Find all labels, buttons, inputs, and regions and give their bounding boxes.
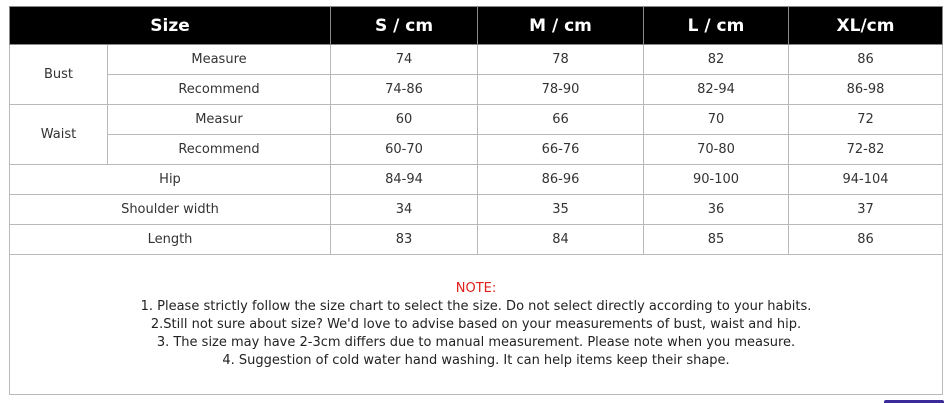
table-cell: 90-100 — [644, 165, 789, 195]
table-cell: 37 — [789, 195, 943, 225]
row-label: Measure — [108, 45, 331, 75]
note-line: 4. Suggestion of cold water hand washing. It can help items keep their shape. — [222, 353, 730, 368]
table-cell: 70 — [644, 105, 789, 135]
table-cell: 66 — [478, 105, 644, 135]
table-cell: 34 — [331, 195, 478, 225]
header-s: S / cm — [331, 7, 478, 45]
table-cell: 86 — [789, 45, 943, 75]
table-cell: 66-76 — [478, 135, 644, 165]
row-label: Length — [10, 225, 331, 255]
table-row — [10, 75, 943, 105]
row-label: Hip — [10, 165, 331, 195]
table-cell: 60-70 — [331, 135, 478, 165]
table-cell: 72-82 — [789, 135, 943, 165]
table-row — [10, 195, 943, 225]
table-cell: 86 — [789, 225, 943, 255]
table-cell: 36 — [644, 195, 789, 225]
table-cell: 84 — [478, 225, 644, 255]
table-cell: 84-94 — [331, 165, 478, 195]
table-cell: 74 — [331, 45, 478, 75]
table-row — [10, 105, 943, 135]
table-cell: 35 — [478, 195, 644, 225]
table-cell: 70-80 — [644, 135, 789, 165]
row-label: Recommend — [108, 75, 331, 105]
row-label: Measur — [108, 105, 331, 135]
row-label: Shoulder width — [10, 195, 331, 225]
table-cell: 86-96 — [478, 165, 644, 195]
table-row — [10, 225, 943, 255]
header-xl: XL/cm — [789, 7, 943, 45]
bust-label: Bust — [10, 45, 108, 105]
row-label: Recommend — [108, 135, 331, 165]
table-cell: 83 — [331, 225, 478, 255]
table-row — [10, 45, 943, 75]
table-cell: 85 — [644, 225, 789, 255]
note-line: 3. The size may have 2-3cm differs due to manual measurement. Please note when you measure. — [156, 335, 796, 350]
note-line: 1. Please strictly follow the size chart to select the size. Do not select directly according to your habits. — [140, 299, 812, 314]
note-line: 2.Still not sure about size? We'd love to advise based on your measurements of bust, waist and hip. — [150, 317, 802, 332]
table-cell: 82-94 — [644, 75, 789, 105]
table-cell: 78-90 — [478, 75, 644, 105]
table-cell: 82 — [644, 45, 789, 75]
size-chart-table — [9, 6, 943, 255]
waist-label: Waist — [10, 105, 108, 165]
table-cell: 72 — [789, 105, 943, 135]
table-cell: 94-104 — [789, 165, 943, 195]
header-size: Size — [10, 7, 331, 45]
note-box — [9, 253, 943, 395]
table-row — [10, 135, 943, 165]
header-l: L / cm — [644, 7, 789, 45]
table-cell: 86-98 — [789, 75, 943, 105]
table-cell: 74-86 — [331, 75, 478, 105]
header-m: M / cm — [478, 7, 644, 45]
table-cell: 78 — [478, 45, 644, 75]
header-row — [10, 7, 943, 45]
table-row — [10, 165, 943, 195]
note-title: NOTE: — [455, 281, 497, 296]
table-cell: 60 — [331, 105, 478, 135]
